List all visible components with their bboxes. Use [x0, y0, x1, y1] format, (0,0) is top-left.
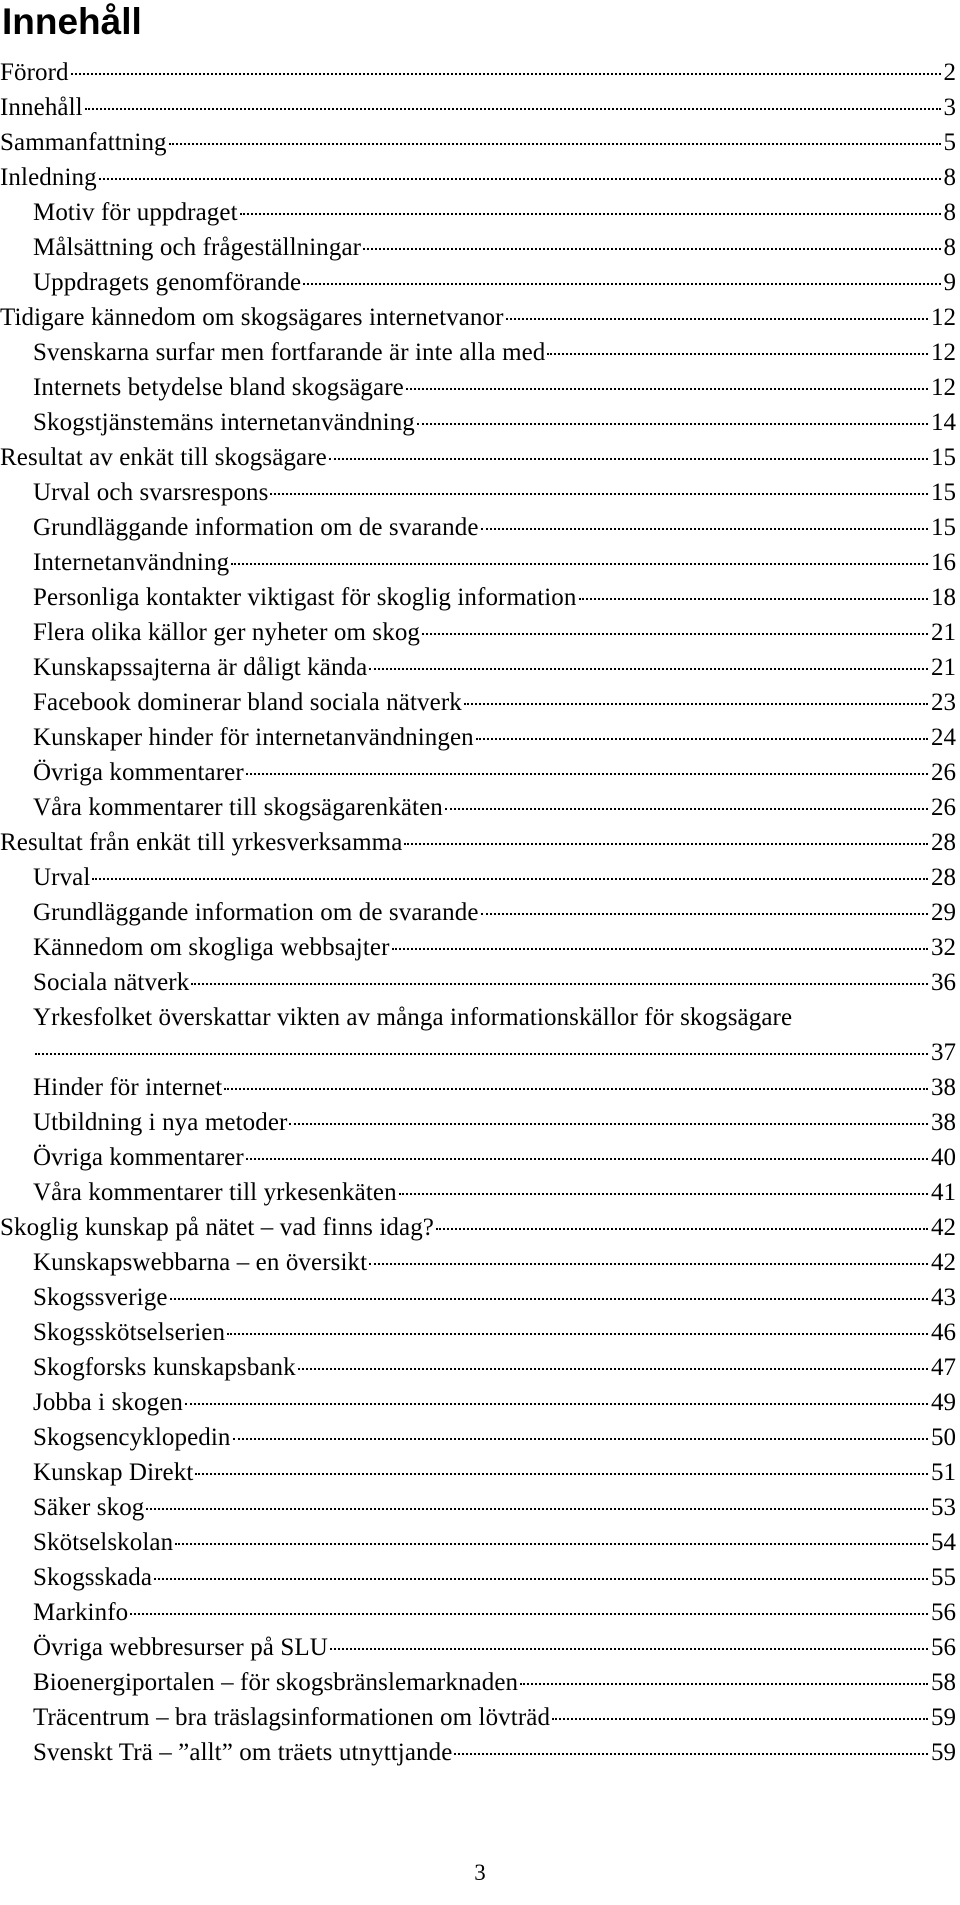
dot-leader: [35, 1053, 928, 1055]
toc-entry-page: 40: [931, 1144, 956, 1171]
toc-entry-title: Målsättning och frågeställningar: [33, 234, 362, 261]
toc-entry-page: 8: [943, 164, 956, 191]
toc-entry-page: 59: [931, 1704, 956, 1731]
toc-entry[interactable]: [0, 125, 956, 160]
toc-entry[interactable]: [0, 1490, 956, 1525]
toc-entry[interactable]: [0, 545, 956, 580]
dot-leader: [224, 1088, 928, 1090]
dot-leader: [246, 773, 928, 775]
toc-entry-title: Övriga kommentarer: [33, 1144, 244, 1171]
dot-leader: [71, 73, 941, 75]
dot-leader: [270, 493, 928, 495]
toc-entry-title: Kunskaper hinder för internetanvändningen: [33, 724, 474, 751]
toc-entry-page: 5: [943, 129, 956, 156]
toc-entry-title: Grundläggande information om de svarande: [33, 899, 479, 926]
toc-entry-page: 58: [931, 1669, 956, 1696]
dot-leader: [330, 1648, 928, 1650]
toc-entry-title: Träcentrum – bra träslagsinformationen om lövträd: [33, 1704, 551, 1731]
toc-entry-page: 36: [931, 969, 956, 996]
toc-entry-title: Grundläggande information om de svarande: [33, 514, 479, 541]
toc-entry[interactable]: [0, 930, 956, 965]
dot-leader: [191, 983, 928, 985]
toc-entry[interactable]: [0, 685, 956, 720]
dot-leader: [476, 738, 928, 740]
toc-entry[interactable]: [0, 300, 956, 335]
toc-entry[interactable]: [0, 1350, 956, 1385]
dot-leader: [399, 1193, 928, 1195]
toc-entry[interactable]: [0, 1175, 956, 1210]
toc-entry[interactable]: [0, 790, 956, 825]
toc-entry-page: 12: [931, 339, 956, 366]
toc-entry-page: 55: [931, 1564, 956, 1591]
dot-leader: [404, 843, 928, 845]
toc-entry-page: 43: [931, 1284, 956, 1311]
toc-entry-continuation: [33, 1035, 956, 1070]
toc-entry-title: Internets betydelse bland skogsägare: [33, 374, 404, 401]
toc-entry-title: Övriga kommentarer: [33, 759, 244, 786]
dot-leader: [303, 283, 940, 285]
dot-leader: [185, 1403, 928, 1405]
toc-entry[interactable]: [0, 90, 956, 125]
dot-leader: [146, 1508, 928, 1510]
toc-entry[interactable]: [0, 720, 956, 755]
toc-entry-title: Resultat från enkät till yrkesverksamma: [0, 829, 403, 856]
page-number: 3: [474, 1860, 486, 1885]
toc-entry-page: 2: [943, 59, 956, 86]
toc-entry-title: Skogsencyklopedin: [33, 1424, 231, 1451]
toc-entry[interactable]: [0, 510, 956, 545]
toc-entry-page: 29: [931, 899, 956, 926]
toc-entry-title: Innehåll: [0, 94, 83, 121]
toc-entry[interactable]: [0, 1595, 956, 1630]
toc-entry[interactable]: [0, 1000, 956, 1070]
toc-entry[interactable]: [0, 440, 956, 475]
toc-entry[interactable]: [0, 230, 956, 265]
toc-entry-title: Urval: [33, 864, 91, 891]
toc-entry[interactable]: [0, 860, 956, 895]
toc-entry[interactable]: [0, 1735, 956, 1770]
dot-leader: [195, 1473, 928, 1475]
dot-leader: [506, 318, 928, 320]
toc-entry-title: Tidigare kännedom om skogsägares internetvanor: [0, 304, 504, 331]
toc-entry-title: Skogsskada: [33, 1564, 153, 1591]
toc-entry-page: 38: [931, 1074, 956, 1101]
toc-entry-title: Skogstjänstemäns internetanvändning: [33, 409, 415, 436]
dot-leader: [406, 388, 928, 390]
dot-leader: [175, 1543, 928, 1545]
toc-entry-title: Yrkesfolket överskattar vikten av många informationskällor för skogsägare: [33, 1004, 793, 1031]
toc-entry-page: 12: [931, 304, 956, 331]
dot-leader: [170, 1298, 928, 1300]
dot-leader: [481, 528, 928, 530]
toc-entry-title: Personliga kontakter viktigast för skoglig information: [33, 584, 577, 611]
toc-entry-page: 38: [931, 1109, 956, 1136]
toc-entry[interactable]: [0, 1315, 956, 1350]
toc-entry-title: Sammanfattning: [0, 129, 167, 156]
toc-entry-title: Motiv för uppdraget: [33, 199, 238, 226]
toc-entry-title: Skogssverige: [33, 1284, 168, 1311]
dot-leader: [520, 1683, 928, 1685]
dot-leader: [369, 668, 928, 670]
toc-entry[interactable]: [0, 580, 956, 615]
toc-entry-page: 51: [931, 1459, 956, 1486]
toc-entry-page: 9: [943, 269, 956, 296]
toc-entry[interactable]: [0, 1245, 956, 1280]
toc-entry-page: 46: [931, 1319, 956, 1346]
toc-entry[interactable]: [0, 265, 956, 300]
dot-leader: [329, 458, 928, 460]
toc-entry-page: 24: [931, 724, 956, 751]
toc-entry-page: 15: [931, 514, 956, 541]
dot-leader: [240, 213, 941, 215]
toc-entry-page: 26: [931, 794, 956, 821]
toc-entry[interactable]: [0, 1525, 956, 1560]
toc-entry[interactable]: [0, 1210, 956, 1245]
dot-leader: [436, 1228, 928, 1230]
toc-entry-page: 56: [931, 1634, 956, 1661]
toc-entry-title: Svenskarna surfar men fortfarande är inte alla med: [33, 339, 546, 366]
toc-entry[interactable]: [0, 755, 956, 790]
toc-entry-page: 54: [931, 1529, 956, 1556]
toc-entry[interactable]: [0, 1560, 956, 1595]
toc-entry-title: Kunskapswebbarna – en översikt: [33, 1249, 368, 1276]
toc-entry-title: Inledning: [0, 164, 97, 191]
toc-entry[interactable]: [0, 475, 956, 510]
dot-leader: [231, 563, 928, 565]
page-title: Innehåll: [2, 1, 142, 42]
dot-leader: [464, 703, 928, 705]
toc-entry-page: 16: [931, 549, 956, 576]
toc-entry-page: 23: [931, 689, 956, 716]
toc-entry-title: Säker skog: [33, 1494, 145, 1521]
dot-leader: [422, 633, 928, 635]
toc-entry[interactable]: [0, 1070, 956, 1105]
dot-leader: [454, 1753, 928, 1755]
toc-entry[interactable]: [0, 160, 956, 195]
toc-entry-title: Sociala nätverk: [33, 969, 190, 996]
toc-entry-title: Facebook dominerar bland sociala nätverk: [33, 689, 462, 716]
toc-entry[interactable]: [0, 615, 956, 650]
toc-entry-title: Internetanvändning: [33, 549, 230, 576]
toc-entry[interactable]: [0, 370, 956, 405]
toc-entry-page: 3: [943, 94, 956, 121]
toc-entry[interactable]: [0, 405, 956, 440]
toc-entry-page: 21: [931, 619, 956, 646]
dot-leader: [227, 1333, 928, 1335]
toc-entry-page: 41: [931, 1179, 956, 1206]
toc-entry-page: 56: [931, 1599, 956, 1626]
dot-leader: [552, 1718, 928, 1720]
toc-entry-title: Skoglig kunskap på nätet – vad finns idag?: [0, 1214, 434, 1241]
toc-entry-title: Resultat av enkät till skogsägare: [0, 444, 327, 471]
toc-entry-title: Hinder för internet: [33, 1074, 223, 1101]
toc-entry-page: 18: [931, 584, 956, 611]
toc-entry-page: 42: [931, 1249, 956, 1276]
dot-leader: [169, 143, 941, 145]
toc-entry-page: 59: [931, 1739, 956, 1766]
toc-entry-page: 28: [931, 829, 956, 856]
dot-leader: [289, 1123, 928, 1125]
toc-entry-title: Utbildning i nya metoder: [33, 1109, 288, 1136]
toc-entry-page: 42: [931, 1214, 956, 1241]
toc-entry[interactable]: [0, 1420, 956, 1455]
toc-entry-page: 32: [931, 934, 956, 961]
dot-leader: [85, 108, 941, 110]
toc-entry-title: Kännedom om skogliga webbsajter: [33, 934, 390, 961]
dot-leader: [363, 248, 940, 250]
toc-entry[interactable]: [0, 1105, 956, 1140]
dot-leader: [154, 1578, 928, 1580]
toc-entry-page: 50: [931, 1424, 956, 1451]
toc-entry-title: Våra kommentarer till yrkesenkäten: [33, 1179, 397, 1206]
toc-entry-title: Jobba i skogen: [33, 1389, 183, 1416]
toc-entry-title: Våra kommentarer till skogsägarenkäten: [33, 794, 443, 821]
toc-entry-title: Markinfo: [33, 1599, 129, 1626]
dot-leader: [246, 1158, 928, 1160]
toc-entry-page: 47: [931, 1354, 956, 1381]
toc-entry[interactable]: [0, 1280, 956, 1315]
toc-entry-title: Skogsskötselserien: [33, 1319, 226, 1346]
toc-entry-page: 15: [931, 479, 956, 506]
toc-entry-title: Uppdragets genomförande: [33, 269, 302, 296]
toc-entry-page: 28: [931, 864, 956, 891]
dot-leader: [92, 878, 928, 880]
toc-entry[interactable]: [0, 1700, 956, 1735]
toc-entry[interactable]: [0, 195, 956, 230]
toc-entry-title: Skogforsks kunskapsbank: [33, 1354, 296, 1381]
toc-entry-title: Förord: [0, 59, 69, 86]
dot-leader: [369, 1263, 928, 1265]
dot-leader: [130, 1613, 928, 1615]
toc-entry-title: Skötselskolan: [33, 1529, 174, 1556]
dot-leader: [298, 1368, 928, 1370]
toc-entry[interactable]: [0, 1630, 956, 1665]
dot-leader: [445, 808, 928, 810]
toc-entry-title: Bioenergiportalen – för skogsbränslemarknaden: [33, 1669, 519, 1696]
dot-leader: [417, 423, 928, 425]
toc-entry[interactable]: [0, 1455, 956, 1490]
toc-entry-title: Kunskapssajterna är dåligt kända: [33, 654, 368, 681]
toc-entry[interactable]: [0, 650, 956, 685]
toc-entry-title: Flera olika källor ger nyheter om skog: [33, 619, 421, 646]
dot-leader: [99, 178, 941, 180]
toc-entry[interactable]: [0, 55, 956, 90]
table-of-contents: [0, 55, 960, 1770]
toc-entry-page: 37: [931, 1039, 956, 1066]
toc-entry-page: 12: [931, 374, 956, 401]
toc-entry-page: 53: [931, 1494, 956, 1521]
toc-entry-page: 15: [931, 444, 956, 471]
toc-entry-title: Kunskap Direkt: [33, 1459, 194, 1486]
toc-entry-page: 21: [931, 654, 956, 681]
toc-entry[interactable]: [0, 1140, 956, 1175]
toc-entry-page: 8: [943, 199, 956, 226]
dot-leader: [481, 913, 928, 915]
toc-entry-page: 8: [943, 234, 956, 261]
toc-entry-page: 26: [931, 759, 956, 786]
toc-entry[interactable]: [0, 895, 956, 930]
toc-entry-title: Övriga webbresurser på SLU: [33, 1634, 328, 1661]
toc-entry[interactable]: [0, 1665, 956, 1700]
toc-entry[interactable]: [0, 965, 956, 1000]
toc-entry[interactable]: [0, 1385, 956, 1420]
dot-leader: [233, 1438, 928, 1440]
toc-entry-title: Svenskt Trä – ”allt” om träets utnyttjande: [33, 1739, 453, 1766]
dot-leader: [392, 948, 929, 950]
toc-entry-page: 14: [931, 409, 956, 436]
toc-entry[interactable]: [0, 825, 956, 860]
toc-entry-page: 49: [931, 1389, 956, 1416]
dot-leader: [579, 598, 928, 600]
dot-leader: [547, 353, 928, 355]
toc-entry-title: Urval och svarsrespons: [33, 479, 269, 506]
toc-entry[interactable]: [0, 335, 956, 370]
